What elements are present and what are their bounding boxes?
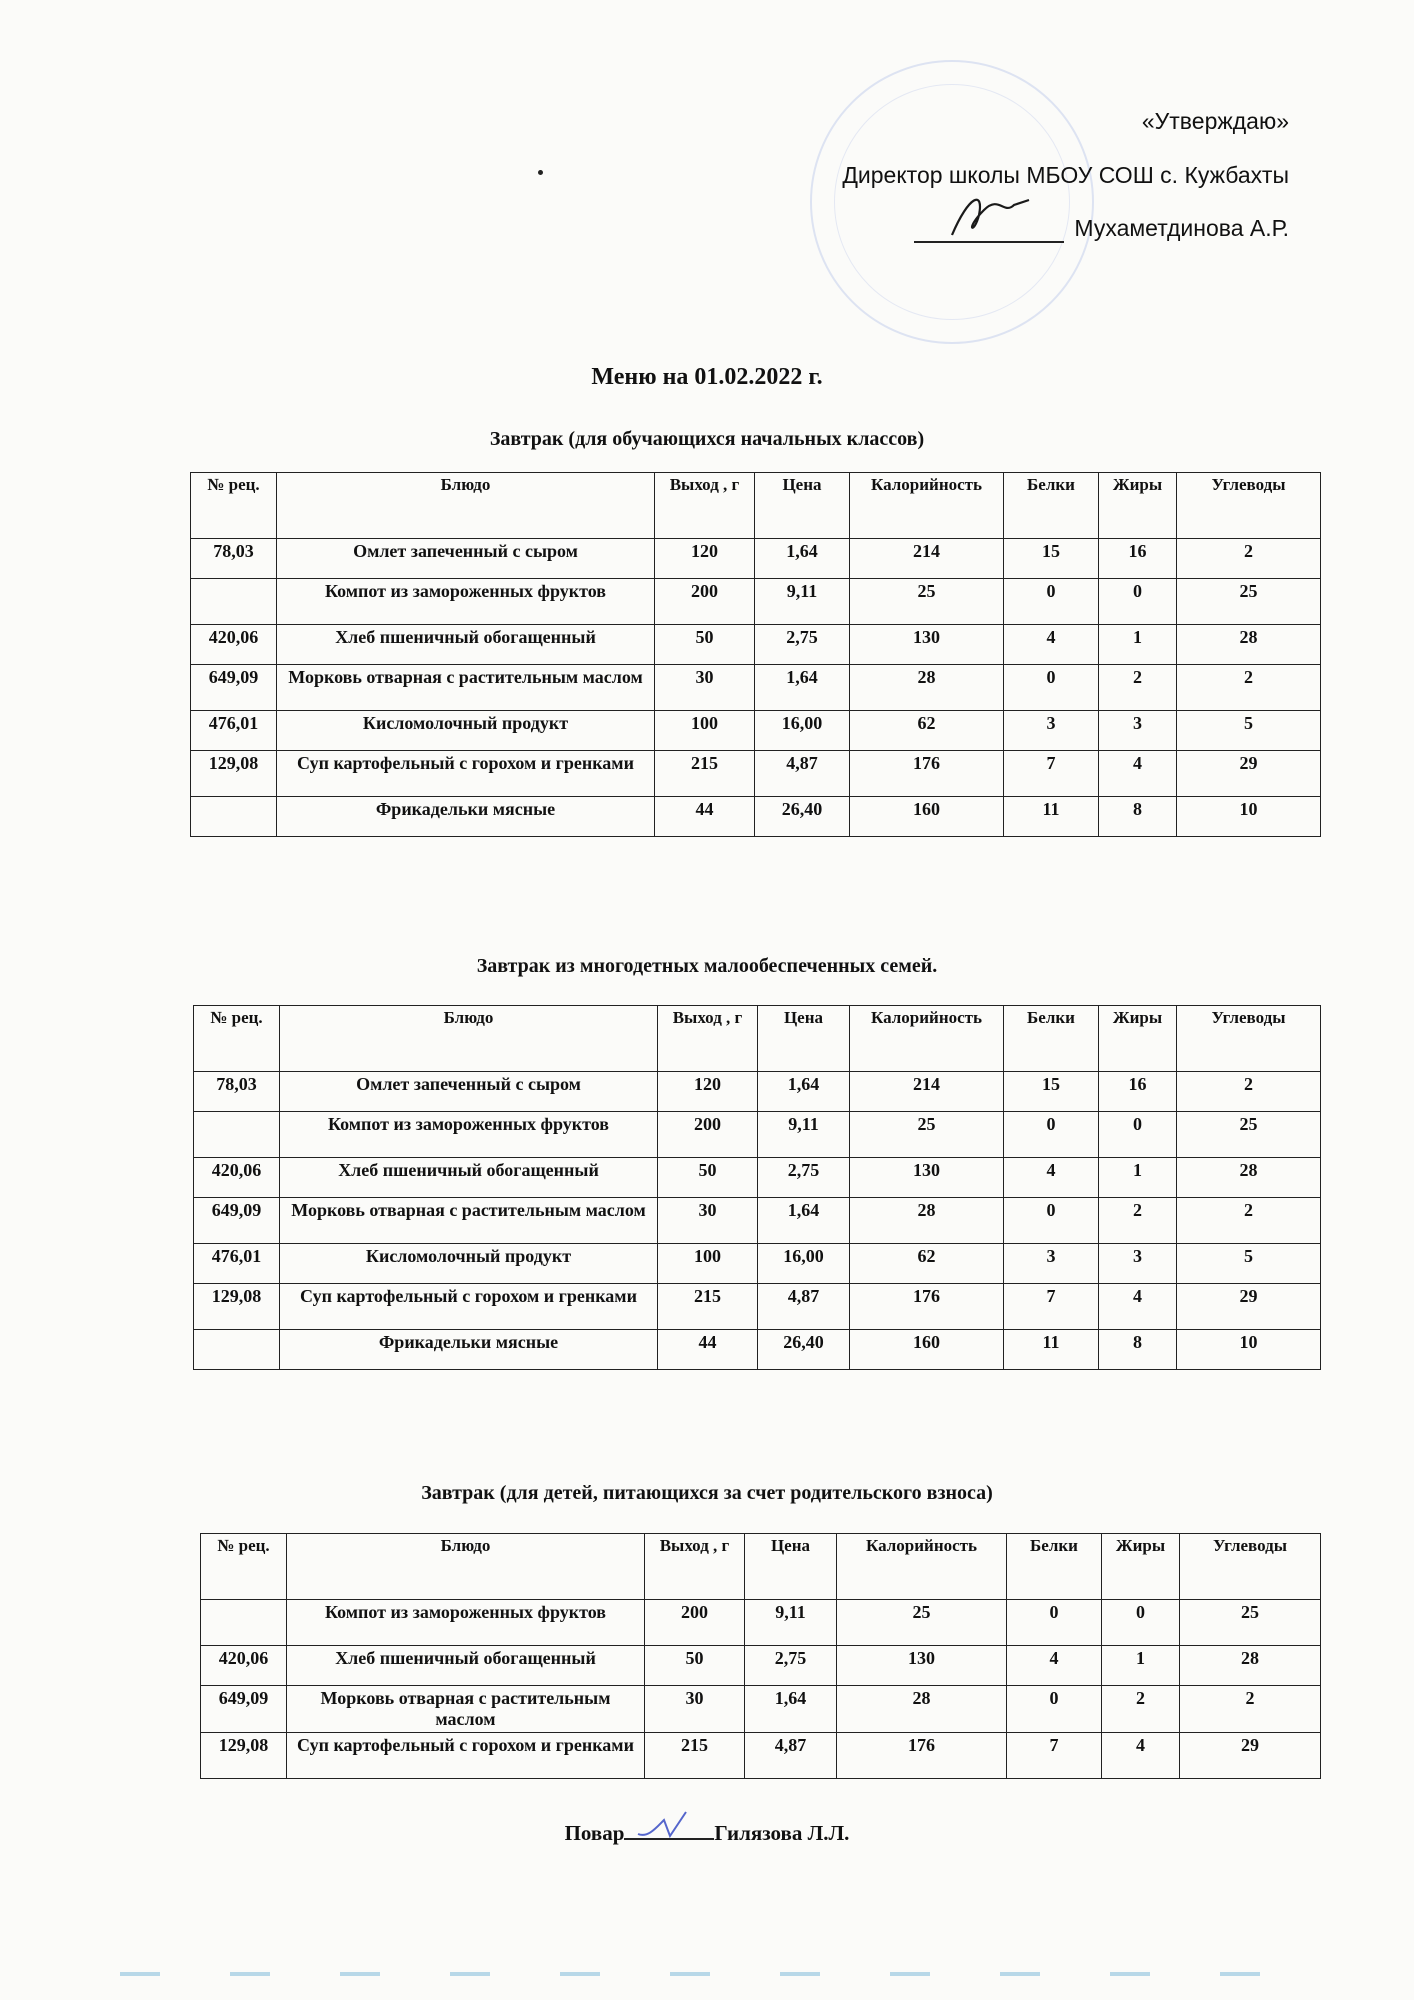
cell-carbs: 25 [1180,1600,1321,1646]
cell-carbs: 2 [1180,1686,1321,1733]
section-title-3: Завтрак (для детей, питающихся за счет родительского взноса) [421,1482,993,1504]
table-row [194,1198,1321,1244]
cell-yield: 30 [645,1686,745,1733]
cell-calories: 25 [837,1600,1007,1646]
cell-dish: Хлеб пшеничный обогащенный [287,1646,645,1686]
cell-calories: 130 [850,625,1004,665]
cell-dish: Морковь отварная с растительным маслом [277,665,655,711]
cell-price: 9,11 [745,1600,837,1646]
section-title-2: Завтрак из многодетных малообеспеченных семей. [476,955,938,977]
approval-signature-row [769,215,1289,243]
header-proteins: Белки [1004,473,1099,539]
cell-fats: 3 [1099,1244,1177,1284]
cell-proteins: 7 [1004,751,1099,797]
cell-fats: 0 [1099,1112,1177,1158]
cell-rec [201,1600,287,1646]
cell-rec: 129,08 [194,1284,280,1330]
cell-rec [191,579,277,625]
header-dish: Блюдо [277,473,655,539]
cell-calories: 28 [850,1198,1004,1244]
header-rec: № рец. [191,473,277,539]
table-row [194,1072,1321,1112]
cell-calories: 130 [850,1158,1004,1198]
cell-yield: 200 [645,1600,745,1646]
cell-fats: 8 [1099,797,1177,837]
cook-signature-line [624,1820,714,1840]
cell-dish: Компот из замороженных фруктов [277,579,655,625]
cell-carbs: 25 [1177,579,1321,625]
cell-calories: 62 [850,1244,1004,1284]
cell-calories: 176 [850,1284,1004,1330]
section-title-1: Завтрак (для обучающихся начальных классов) [489,428,925,450]
cell-dish: Омлет запеченный с сыром [280,1072,658,1112]
cell-rec: 78,03 [191,539,277,579]
cell-yield: 200 [655,579,755,625]
table-row [194,1158,1321,1198]
cell-proteins: 7 [1004,1284,1099,1330]
cell-rec: 420,06 [194,1158,280,1198]
cell-fats: 0 [1102,1600,1180,1646]
cell-proteins: 11 [1004,1330,1099,1370]
cell-rec: 129,08 [191,751,277,797]
cell-carbs: 10 [1177,797,1321,837]
cell-fats: 2 [1099,1198,1177,1244]
cell-price: 1,64 [755,539,850,579]
table-row [194,1112,1321,1158]
cell-carbs: 28 [1177,1158,1321,1198]
table-row [201,1733,1321,1779]
cell-carbs: 29 [1177,1284,1321,1330]
header-price: Цена [758,1006,850,1072]
cell-price: 2,75 [745,1646,837,1686]
footer-signature [0,1820,1414,1846]
cell-proteins: 0 [1004,665,1099,711]
cell-proteins: 0 [1007,1686,1102,1733]
header-dish: Блюдо [280,1006,658,1072]
cell-calories: 214 [850,539,1004,579]
cell-calories: 62 [850,711,1004,751]
cell-proteins: 4 [1004,625,1099,665]
cell-dish: Суп картофельный с горохом и гренками [277,751,655,797]
cell-proteins: 4 [1007,1646,1102,1686]
header-fats: Жиры [1099,473,1177,539]
cell-fats: 0 [1099,579,1177,625]
cell-fats: 4 [1102,1733,1180,1779]
cell-fats: 1 [1099,625,1177,665]
cell-dish: Морковь отварная с растительным маслом [280,1198,658,1244]
cell-fats: 1 [1099,1158,1177,1198]
approval-heading: «Утверждаю» [1141,108,1289,134]
menu-table-2 [193,1005,1321,1370]
table-row [201,1646,1321,1686]
cell-calories: 160 [850,797,1004,837]
cell-carbs: 25 [1177,1112,1321,1158]
header-yield: Выход , г [655,473,755,539]
table-header-row [191,473,1321,539]
cell-fats: 1 [1102,1646,1180,1686]
director-signature-icon [944,185,1034,245]
cell-yield: 100 [655,711,755,751]
cell-proteins: 0 [1004,579,1099,625]
cell-rec: 476,01 [191,711,277,751]
table-row [191,797,1321,837]
approval-block [769,108,1289,269]
cell-rec: 129,08 [201,1733,287,1779]
cell-yield: 215 [658,1284,758,1330]
table-row [194,1244,1321,1284]
signature-line [914,219,1064,243]
cell-proteins: 15 [1004,539,1099,579]
cell-proteins: 3 [1004,711,1099,751]
scan-edge-marks [120,1972,1294,1976]
cell-dish: Кисломолочный продукт [280,1244,658,1284]
cell-price: 9,11 [758,1112,850,1158]
cell-rec [191,797,277,837]
cell-proteins: 0 [1004,1198,1099,1244]
cell-yield: 30 [658,1198,758,1244]
cell-calories: 25 [850,579,1004,625]
cell-dish: Омлет запеченный с сыром [277,539,655,579]
cell-carbs: 2 [1177,1072,1321,1112]
header-fats: Жиры [1099,1006,1177,1072]
cell-price: 2,75 [758,1158,850,1198]
cell-dish: Суп картофельный с горохом и гренками [287,1733,645,1779]
cell-price: 4,87 [758,1284,850,1330]
cell-yield: 215 [655,751,755,797]
cell-carbs: 28 [1180,1646,1321,1686]
cell-yield: 215 [645,1733,745,1779]
cell-fats: 16 [1099,539,1177,579]
cell-price: 16,00 [755,711,850,751]
cell-dish: Компот из замороженных фруктов [280,1112,658,1158]
cell-yield: 120 [655,539,755,579]
table-row [191,711,1321,751]
cell-rec: 649,09 [194,1198,280,1244]
cell-yield: 50 [645,1646,745,1686]
cell-calories: 160 [850,1330,1004,1370]
cell-price: 9,11 [755,579,850,625]
cell-dish: Фрикадельки мясные [280,1330,658,1370]
cell-yield: 50 [655,625,755,665]
table-row [191,539,1321,579]
cell-calories: 25 [850,1112,1004,1158]
cell-calories: 28 [837,1686,1007,1733]
approval-position: Директор школы МБОУ СОШ с. Кужбахты [842,161,1289,188]
header-proteins: Белки [1007,1534,1102,1600]
cook-label: Повар [564,1821,625,1845]
header-calories: Калорийность [837,1534,1007,1600]
cell-carbs: 2 [1177,665,1321,711]
cell-proteins: 4 [1004,1158,1099,1198]
table-row [194,1284,1321,1330]
header-calories: Калорийность [850,1006,1004,1072]
cell-carbs: 10 [1177,1330,1321,1370]
cell-fats: 3 [1099,711,1177,751]
cell-proteins: 0 [1007,1600,1102,1646]
table-row [194,1330,1321,1370]
header-yield: Выход , г [658,1006,758,1072]
cook-signature-icon [634,1808,704,1844]
cell-price: 1,64 [758,1198,850,1244]
cell-proteins: 15 [1004,1072,1099,1112]
table-header-row [201,1534,1321,1600]
ink-dot [538,170,543,175]
cell-carbs: 29 [1177,751,1321,797]
cell-yield: 50 [658,1158,758,1198]
cell-carbs: 2 [1177,539,1321,579]
cell-rec: 78,03 [194,1072,280,1112]
table-row [191,665,1321,711]
cell-price: 4,87 [755,751,850,797]
header-carbs: Углеводы [1177,473,1321,539]
cell-carbs: 28 [1177,625,1321,665]
cell-calories: 214 [850,1072,1004,1112]
cell-rec [194,1112,280,1158]
cell-fats: 4 [1099,1284,1177,1330]
cell-fats: 4 [1099,751,1177,797]
cell-price: 1,64 [745,1686,837,1733]
cell-price: 1,64 [758,1072,850,1112]
cell-calories: 28 [850,665,1004,711]
cook-name: Гилязова Л.Л. [714,1821,850,1845]
cell-price: 16,00 [758,1244,850,1284]
table-row [201,1600,1321,1646]
cell-proteins: 0 [1004,1112,1099,1158]
header-calories: Калорийность [850,473,1004,539]
header-price: Цена [755,473,850,539]
header-carbs: Углеводы [1177,1006,1321,1072]
table-row [191,625,1321,665]
cell-proteins: 3 [1004,1244,1099,1284]
header-dish: Блюдо [287,1534,645,1600]
table-header-row [194,1006,1321,1072]
cell-dish: Кисломолочный продукт [277,711,655,751]
cell-dish: Компот из замороженных фруктов [287,1600,645,1646]
cell-carbs: 29 [1180,1733,1321,1779]
cell-yield: 200 [658,1112,758,1158]
director-name: Мухаметдинова А.Р. [1074,215,1289,242]
header-price: Цена [745,1534,837,1600]
cell-dish: Хлеб пшеничный обогащенный [280,1158,658,1198]
cell-yield: 120 [658,1072,758,1112]
header-proteins: Белки [1004,1006,1099,1072]
header-fats: Жиры [1102,1534,1180,1600]
table-row [191,751,1321,797]
cell-price: 2,75 [755,625,850,665]
cell-dish: Суп картофельный с горохом и гренками [280,1284,658,1330]
cell-dish: Фрикадельки мясные [277,797,655,837]
menu-table-1 [190,472,1321,837]
cell-carbs: 2 [1177,1198,1321,1244]
header-yield: Выход , г [645,1534,745,1600]
cell-dish: Хлеб пшеничный обогащенный [277,625,655,665]
cell-price: 1,64 [755,665,850,711]
cell-rec: 649,09 [191,665,277,711]
cell-proteins: 7 [1007,1733,1102,1779]
page-title: Меню на 01.02.2022 г. [591,364,823,390]
cell-carbs: 5 [1177,711,1321,751]
table-row [191,579,1321,625]
cell-rec: 476,01 [194,1244,280,1284]
cell-rec: 420,06 [201,1646,287,1686]
header-carbs: Углеводы [1180,1534,1321,1600]
cell-calories: 176 [837,1733,1007,1779]
cell-carbs: 5 [1177,1244,1321,1284]
cell-yield: 44 [658,1330,758,1370]
cell-price: 26,40 [755,797,850,837]
cell-calories: 130 [837,1646,1007,1686]
cell-yield: 100 [658,1244,758,1284]
menu-table-3 [200,1533,1321,1779]
cell-fats: 2 [1102,1686,1180,1733]
cell-yield: 30 [655,665,755,711]
cell-rec: 649,09 [201,1686,287,1733]
header-rec: № рец. [194,1006,280,1072]
cell-fats: 8 [1099,1330,1177,1370]
cell-fats: 16 [1099,1072,1177,1112]
cell-calories: 176 [850,751,1004,797]
cell-fats: 2 [1099,665,1177,711]
cell-price: 26,40 [758,1330,850,1370]
cell-dish: Морковь отварная с растительным маслом [287,1686,645,1733]
cell-proteins: 11 [1004,797,1099,837]
cell-rec: 420,06 [191,625,277,665]
cell-price: 4,87 [745,1733,837,1779]
cell-rec [194,1330,280,1370]
header-rec: № рец. [201,1534,287,1600]
cell-yield: 44 [655,797,755,837]
table-row [201,1686,1321,1733]
